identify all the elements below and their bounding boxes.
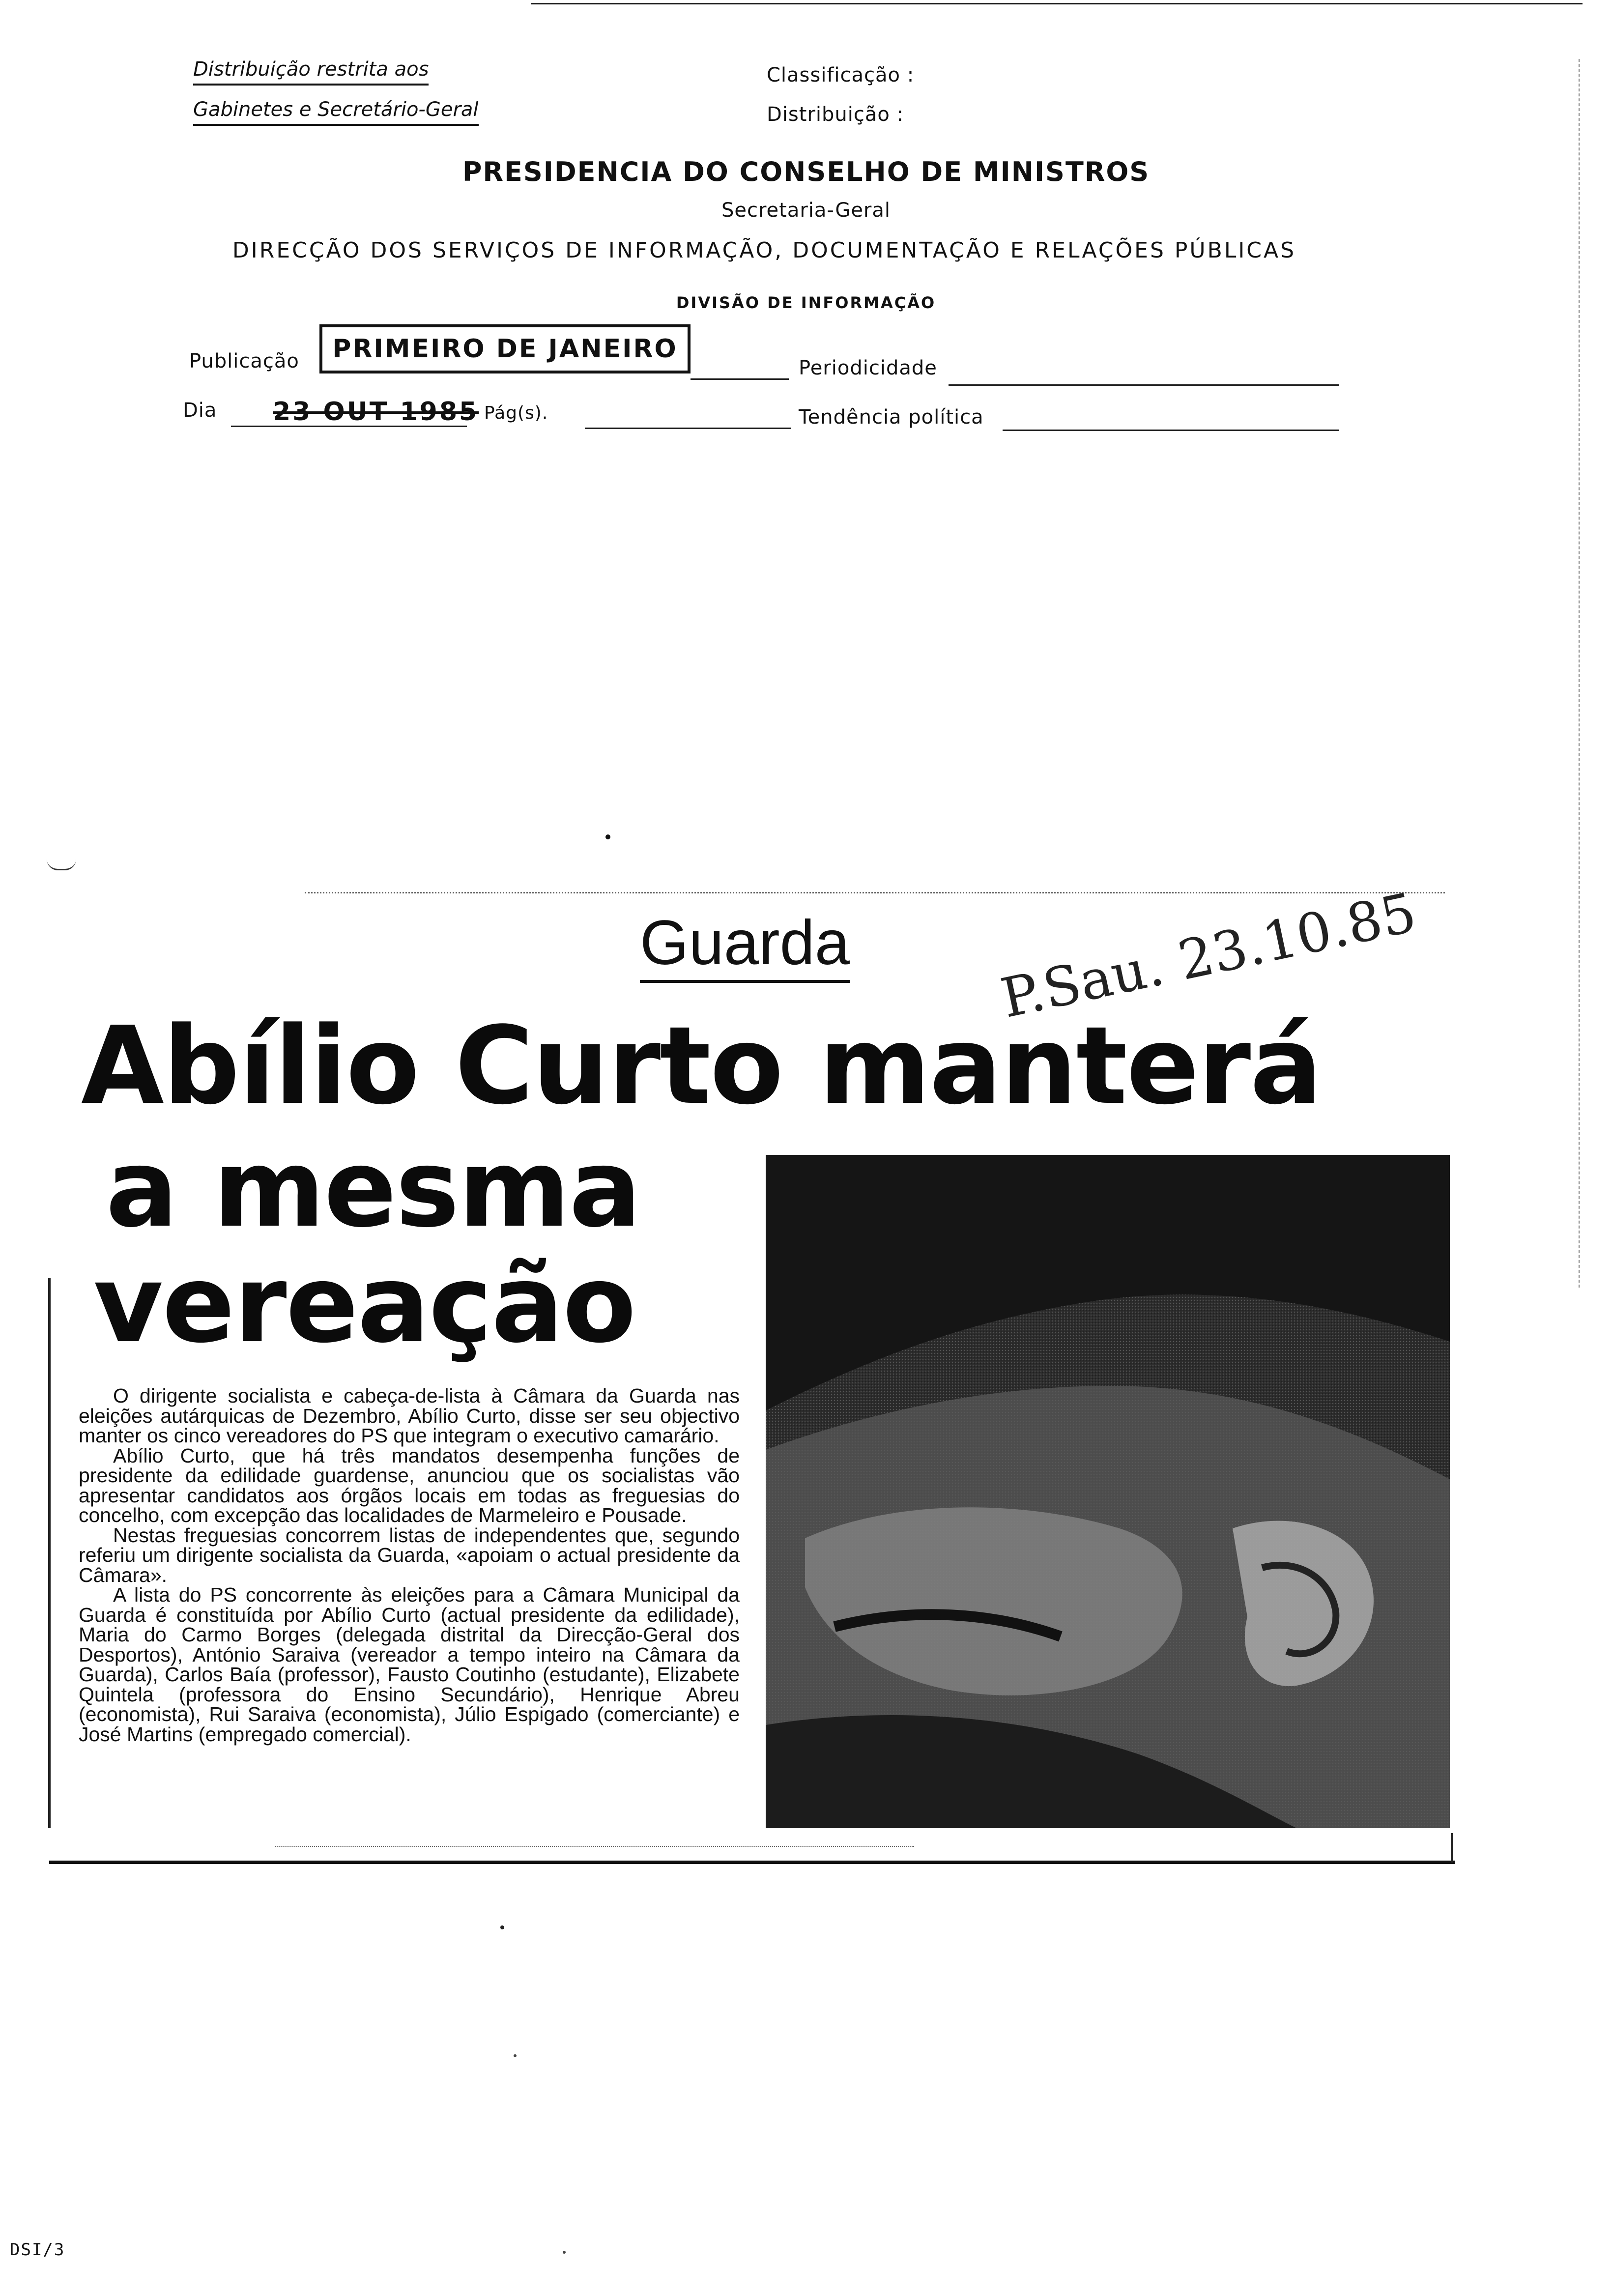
dia-label: Dia [183, 399, 217, 422]
scan-speck [514, 2054, 517, 2057]
scan-speck [500, 1925, 504, 1929]
margin-tick [1451, 1833, 1453, 1863]
margin-bar [48, 1278, 51, 1828]
division-line: DIVISÃO DE INFORMAÇÃO [676, 293, 936, 312]
headline-line3: vereação [93, 1242, 635, 1367]
headline-line2: a mesma [106, 1127, 641, 1251]
org-subtitle: Secretaria-Geral [721, 199, 891, 222]
restricted-distribution-line1 [193, 58, 429, 81]
dia-stamp: 23 OUT 1985 [273, 397, 479, 427]
section-title-text: Guarda [640, 908, 850, 983]
tendencia-label: Tendência política [799, 406, 984, 429]
distribuicao-label: Distribuição : [767, 103, 904, 126]
headline-line1: Abílio Curto manterá [81, 1004, 1322, 1128]
restricted-distribution-line2 [193, 98, 479, 121]
article-body [79, 1386, 740, 1744]
article-paragraph: O dirigente socialista e cabeça-de-lista à Câmara da Guarda nas eleições autárquicas de Dezembro, Abílio Curto, disse ser seu objectivo manter os cinco vereadores do PS que integram o executivo camarário. [79, 1384, 740, 1447]
publicacao-stamp: PRIMEIRO DE JANEIRO [319, 324, 691, 373]
footer-code: DSI/3 [10, 2240, 65, 2260]
pags-field-line [585, 428, 791, 429]
periodicidade-field-line [949, 384, 1339, 386]
scan-speck [563, 2251, 566, 2254]
handwritten-annotation: P.Sau. 23.10.85 [996, 881, 1422, 1030]
clipping-top-dotted-line [305, 892, 1445, 893]
org-title: PRESIDENCIA DO CONSELHO DE MINISTROS [462, 156, 1150, 187]
portrait-photo-graphic [766, 1155, 1450, 1828]
section-title [640, 907, 850, 979]
pags-label: Pág(s). [484, 403, 548, 423]
clipping-bottom-rule [49, 1861, 1455, 1864]
article-paragraph: Nestas freguesias concorrem listas de independentes que, segundo referiu um dirigente socialista da Guarda, «apoiam o actual presidente da Câmara». [79, 1523, 740, 1586]
publicacao-field-line [691, 378, 789, 380]
publicacao-label: Publicação [189, 350, 299, 373]
scan-mark [47, 859, 76, 870]
clipping-bottom-dotted [275, 1846, 914, 1847]
portrait-photo [766, 1155, 1450, 1828]
restricted-line1-text: Distribuição restrita aos [193, 58, 429, 86]
classificacao-label: Classificação : [767, 64, 915, 86]
scan-speck [605, 834, 610, 839]
scan-edge-line [531, 3, 1583, 4]
directorate-line: DIRECÇÃO DOS SERVIÇOS DE INFORMAÇÃO, DOCUMENTAÇÃO E RELAÇÕES PÚBLICAS [232, 238, 1296, 263]
scan-right-edge [1579, 59, 1580, 1288]
article-paragraph: A lista do PS concorrente às eleições para a Câmara Municipal da Guarda é constituída por Abílio Curto (actual presidente da edilidade), Maria do Carmo Borges (delegada distrital da Direcção-Geral dos Desportos), António Saraiva (vereador a tempo inteiro na Câmara da Guarda), Carlos Baía (professor), Fausto Coutinho (estudante), Elizabete Quintela (professora do Ensino Secundário), Henrique Abreu (economista), Rui Saraiva (economista), Júlio Espigado (comerciante) e José Martins (empregado comercial). [79, 1583, 740, 1746]
tendencia-field-line [1003, 430, 1339, 431]
restricted-line2-text: Gabinetes e Secretário-Geral [193, 98, 479, 126]
article-paragraph: Abílio Curto, que há três mandatos desempenha funções de presidente da edilidade guardense, anunciou que os socialistas vão apresentar candidatos aos órgãos locais em todas as freguesias do concelho, com excepção das localidades de Marmeleiro e Pousade. [79, 1444, 740, 1526]
periodicidade-label: Periodicidade [799, 357, 937, 379]
